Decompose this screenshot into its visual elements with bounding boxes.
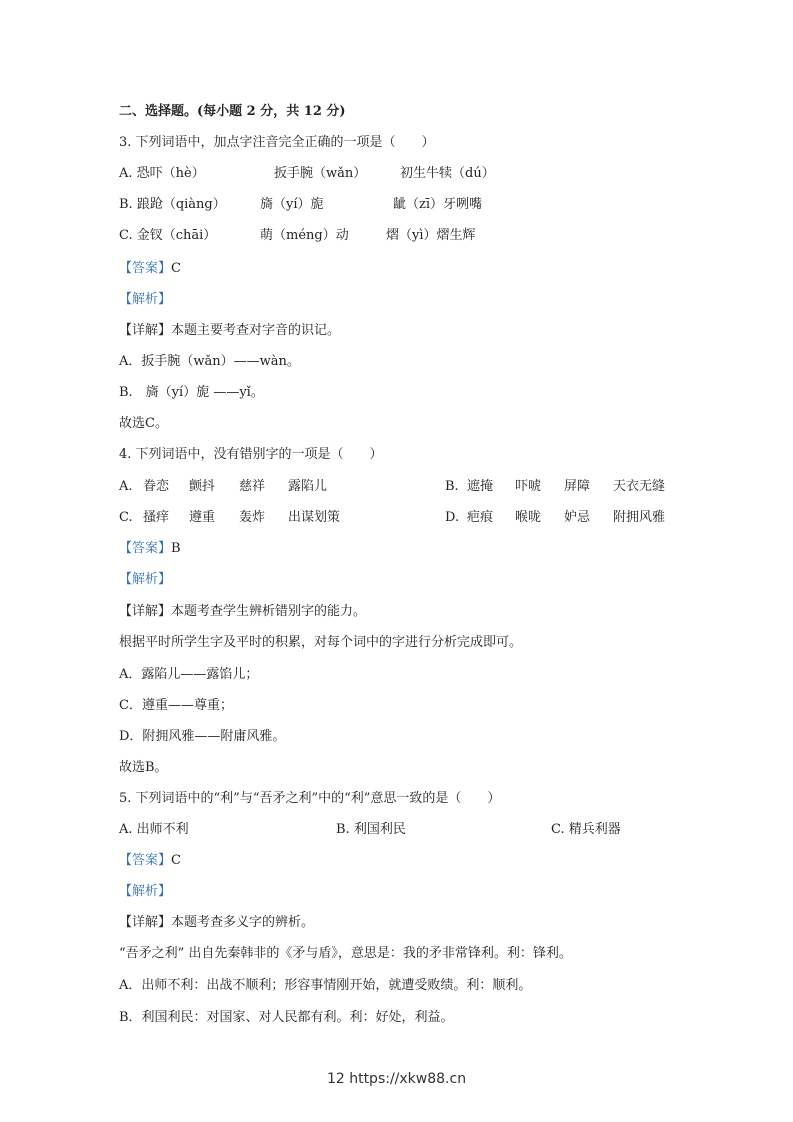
q4-answer [119,540,181,558]
q4-b-w1: 遮掩 [467,479,494,494]
q5-analysis: 【解析】 [119,884,172,899]
q4-line-2: A．露陷儿——露馅儿； [119,667,259,682]
answer-value: C [171,853,181,868]
q4-b-w2: 吓唬 [515,479,542,494]
detail-text: 本题考查学生辨析错别字的能力。 [171,604,367,619]
q3-b-2: 旖（yí）旎 [260,197,324,212]
q4-a-w1: 眷恋 [143,479,170,494]
q3-a-3: 初生牛犊（dú） [400,166,495,181]
q4-d-w3: 妒忌 [564,510,591,525]
q5-line-3: B．利国利民：对国家、对人民都有利。利：好处，利益。 [119,1010,454,1025]
q4-c-w4: 出谋划策 [288,510,341,525]
q4-b-w4: 天衣无缝 [613,479,666,494]
q5-option-a: A. 出师不利 [119,822,189,837]
q4-d-w2: 喉咙 [515,510,542,525]
q4-c-w3: 轰炸 [239,510,266,525]
detail-text: 本题主要考查对字音的识记。 [171,323,341,338]
q3-a-2: 扳手腕（wǎn） [274,166,367,181]
q4-b-w3: 屏障 [564,479,591,494]
answer-value: B [171,541,181,556]
q5-line-1: “吾矛之利” 出自先秦韩非的《矛与盾》，意思是：我的矛非常锋利。利：锋利。 [119,946,572,961]
detail-tag: 【详解】 [119,915,172,930]
q3-line-2: B. 旖（yí）旎 ——yǐ。 [119,385,264,400]
q5-answer [119,852,181,870]
q3-b-3: 龇（zī）牙咧嘴 [393,197,483,212]
page-footer: 12 https://xkw88.cn [326,1071,467,1087]
q3-c-3: 熠（yì）熠生辉 [386,228,476,243]
detail-text: 本题考查多义字的辨析。 [171,915,315,930]
q4-a-w2: 颤抖 [189,479,216,494]
q5-stem: 5. 下列词语中的“利”与“吾矛之利”中的“利”意思一致的是（ ） [119,791,501,806]
q3-analysis: 【解析】 [119,292,172,307]
q4-line-5: 故选B。 [119,760,168,775]
q4-line-4: D．附拥风雅——附庸风雅。 [119,729,286,744]
q5-line-2: A．出师不利：出战不顺利；形容事情刚开始，就遭受败绩。利：顺利。 [119,978,532,993]
detail-tag: 【详解】 [119,323,172,338]
q3-c-1: C. 金钗（chāi） [119,228,217,243]
q4-detail [119,603,366,621]
q4-d-label: D. [445,510,460,525]
q5-detail [119,914,314,932]
q4-analysis: 【解析】 [119,572,172,587]
q4-stem: 4. 下列词语中，没有错别字的一项是（ ） [119,447,383,462]
q3-c-2: 萌（méng）动 [260,228,349,243]
answer-value: C [171,261,181,276]
q4-d-w1: 疤痕 [467,510,494,525]
q4-c-w1: 搔痒 [143,510,170,525]
q4-b-label: B. [445,479,459,494]
q5-option-b: B. 利国利民 [336,822,406,837]
q3-stem: 3. 下列词语中，加点字注音完全正确的一项是（ ） [119,135,435,150]
q4-line-3: C．遵重——尊重； [119,698,233,713]
q4-a-label: A. [119,479,133,494]
answer-tag: 【答案】 [119,261,172,276]
q4-a-w3: 慈祥 [239,479,266,494]
q3-line-3: 故选C。 [119,416,168,431]
answer-tag: 【答案】 [119,541,172,556]
q3-a-1: A. 恐吓（hè） [119,166,205,181]
q4-line-1: 根据平时所学生字及平时的积累，对每个词中的字进行分析完成即可。 [119,635,523,650]
q4-c-w2: 遵重 [189,510,216,525]
section-title: 二、选择题。(每小题 2 分，共 12 分) [119,104,346,119]
q3-b-1: B. 踉跄（qiàng） [119,197,226,212]
q4-c-label: C. [119,510,133,525]
q3-detail [119,322,340,340]
answer-tag: 【答案】 [119,853,172,868]
q4-a-w4: 露陷儿 [288,479,328,494]
q4-d-w4: 附拥风雅 [613,510,666,525]
q5-option-c: C. 精兵利器 [551,822,621,837]
q3-answer [119,260,181,278]
detail-tag: 【详解】 [119,604,172,619]
q3-line-1: A．扳手腕（wǎn）——wàn。 [119,354,300,369]
